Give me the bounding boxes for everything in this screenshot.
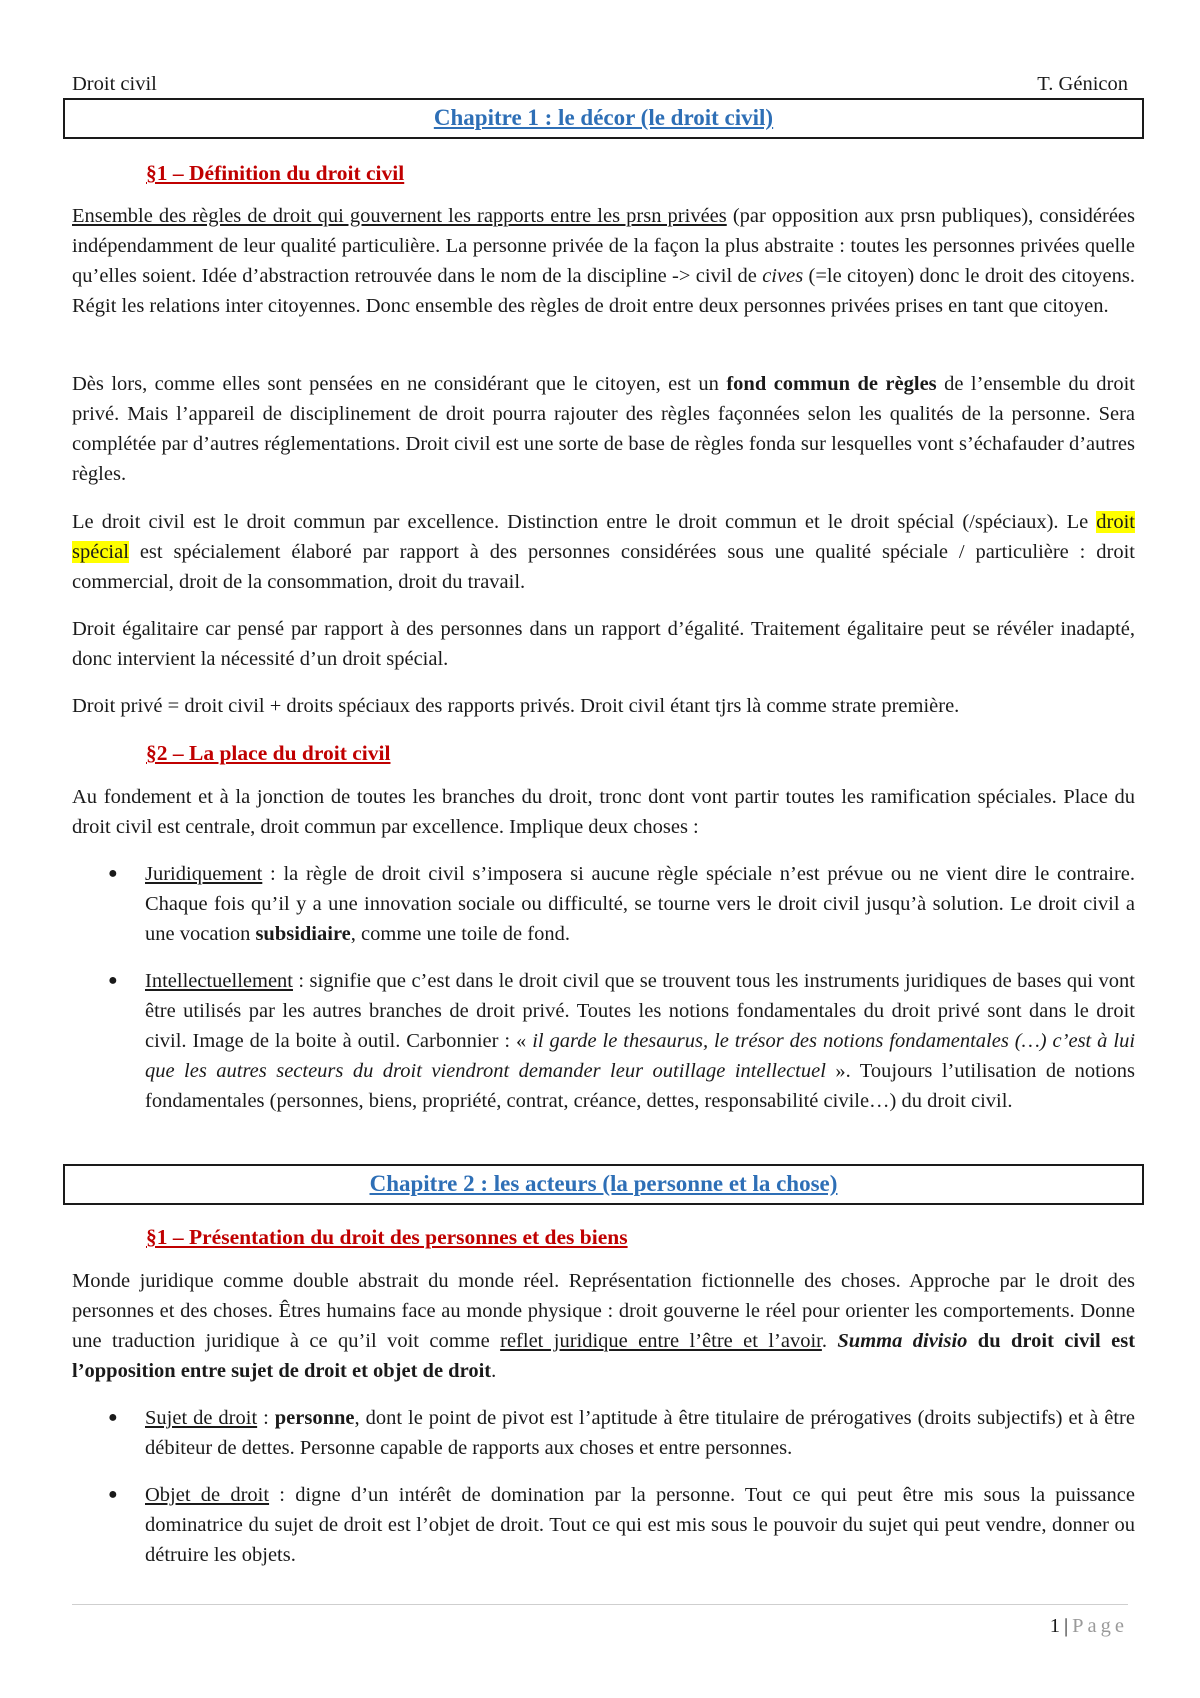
text-run: Dès lors, comme elles sont pensées en ne considérant que le citoyen, est un bbox=[72, 373, 727, 395]
term-intellectuellement: Intellectuellement bbox=[145, 970, 293, 992]
text-run: (=le citoyen) donc le droit des citoyens. Régit les relations inter citoyennes. Donc ensemble des règles de droit entre deux personnes privées prises en tant que citoyen. bbox=[72, 265, 1136, 317]
text-run: est spécialement élaboré par rapport à des personnes considérées sous une qualité spéciale / particulière : droit commercial, droit de la consommation, droit du travail. bbox=[72, 541, 1135, 593]
chapter-2-title: Chapitre 2 : les acteurs (la personne et la chose) bbox=[369, 1171, 838, 1196]
highlight-droit-special: droit spécial bbox=[72, 511, 1135, 563]
text-run: : signifie que c’est dans le droit civil que se trouvent tous les instruments juridiques de bases qui vont être utilisés par les autres branches de droit privé. Toutes les notions fondamentales du droit privé sont dans le droit civil. Image de la boite à outil. Carbonnier : « bbox=[145, 970, 1135, 1052]
bullet-juridiquement bbox=[145, 859, 1135, 949]
paragraph-place: Au fondement et à la jonction de toutes les branches du droit, tronc dont vont partir toutes les ramification spéciales. Place du droit civil est centrale, droit commun par excellence. Implique deux choses : bbox=[72, 786, 1135, 838]
text-run: ». Toujours l’utilisation de notions fondamentales (personnes, biens, propriété, contrat, créance, dettes, responsabilité civile…) du droit civil. bbox=[145, 1060, 1135, 1112]
chapter-1-heading bbox=[63, 98, 1144, 139]
page-number: 1 bbox=[1049, 1615, 1061, 1637]
bold-personne: personne bbox=[274, 1407, 355, 1429]
bullet-icon: ● bbox=[108, 1409, 118, 1426]
paragraph-monde-juridique bbox=[72, 1266, 1135, 1386]
bullet-sujet-de-droit bbox=[145, 1403, 1135, 1463]
bold-italic-summa-divisio: Summa divisio bbox=[837, 1330, 968, 1352]
section-definition-title: §1 – Définition du droit civil bbox=[146, 161, 405, 185]
text-run: : bbox=[257, 1407, 275, 1429]
bullet-icon: ● bbox=[108, 865, 118, 882]
text-run: . bbox=[491, 1360, 497, 1382]
text-run: Le droit civil est le droit commun par excellence. Distinction entre le droit commun et le droit spécial (/spéciaux). Le bbox=[72, 511, 1097, 533]
text-run: Monde juridique comme double abstrait du monde réel. Représentation fictionnelle des choses. Approche par le droit des personnes et des choses. Êtres humains face au monde physique : droit gouverne le réel pour orienter les comportements. Donne une traduction juridique à ce qu’il voit comme bbox=[72, 1270, 1135, 1352]
bullet-icon: ● bbox=[108, 1486, 118, 1503]
text-run: de l’ensemble du droit privé. Mais l’appareil de disciplinement de droit pourra rajouter des règles façonnées selon les qualités de la personne. Sera complétée par d’autres réglementations. Droit civil est une sorte de base de règles fonda sur lesquelles vont s’échafauder d’autres règles. bbox=[72, 373, 1136, 485]
chapter-2-heading bbox=[63, 1164, 1144, 1205]
italic-term-cives: cives bbox=[762, 265, 804, 287]
bullet-intellectuellement bbox=[145, 966, 1135, 1116]
bold-fond-commun: fond commun de règles bbox=[726, 373, 937, 395]
footer-divider bbox=[72, 1604, 1128, 1605]
text-run: : digne d’un intérêt de domination par la personne. Tout ce qui peut être mis sous la puissance dominatrice du sujet de droit est l’objet de droit. Tout ce qui est mis sous le pouvoir du sujet qui peut vendre, donner ou détruire les objets. bbox=[145, 1484, 1135, 1566]
paragraph-droit-prive: Droit privé = droit civil + droits spéciaux des rapports privés. Droit civil étant tjrs là comme strate première. bbox=[72, 695, 960, 717]
paragraph-droit-commun bbox=[72, 507, 1135, 597]
text-run: (par opposition aux prsn publiques), considérées indépendamment de leur qualité particulière. La personne privée de la façon la plus abstraite : toutes les personnes privées quelle qu’elles soient. Idée d’abstraction retrouvée dans le nom de la discipline -> civil de bbox=[72, 205, 1135, 287]
italic-quote-carbonnier: il garde le thesaurus, le trésor des notions fondamentales (…) c’est à lui que les autres secteurs du droit viendront demander leur outillage intellectuel bbox=[145, 1030, 1136, 1082]
term-sujet-de-droit: Sujet de droit bbox=[145, 1407, 258, 1429]
header-course-title: Droit civil bbox=[72, 73, 157, 95]
paragraph-fond-commun bbox=[72, 369, 1135, 489]
page-footer bbox=[1050, 1614, 1128, 1638]
bold-subsidiaire: subsidiaire bbox=[255, 923, 351, 945]
running-header bbox=[72, 72, 1128, 96]
header-author: T. Génicon bbox=[1037, 73, 1128, 95]
text-run: . bbox=[821, 1330, 838, 1352]
bullet-icon: ● bbox=[108, 972, 118, 989]
paragraph-egalitaire: Droit égalitaire car pensé par rapport à des personnes dans un rapport d’égalité. Traitement égalitaire peut se révéler inadapté, donc intervient la nécessité d’un droit spécial. bbox=[72, 618, 1135, 670]
term-juridiquement: Juridiquement bbox=[145, 863, 263, 885]
chapter-1-title: Chapitre 1 : le décor (le droit civil) bbox=[433, 105, 774, 130]
underlined-reflet-juridique: reflet juridique entre l’être et l’avoir bbox=[500, 1330, 822, 1352]
definition-underlined: Ensemble des règles de droit qui gouvernent les rapports entre les prsn privées bbox=[72, 205, 727, 227]
footer-separator: | bbox=[1064, 1615, 1069, 1637]
section-presentation-title: §1 – Présentation du droit des personnes et des biens bbox=[146, 1225, 628, 1249]
bold-summa-divisio-statement: du droit civil est l’opposition entre sujet de droit et objet de droit bbox=[72, 1330, 1136, 1382]
page-label: Page bbox=[1072, 1615, 1128, 1637]
text-run: : la règle de droit civil s’imposera si aucune règle spéciale n’est prévue ou ne vient dire le contraire. Chaque fois qu’il y a une innovation sociale ou difficulté, se tourne vers le droit civil jusqu’à solution. Le droit civil a une vocation bbox=[145, 863, 1135, 945]
bullet-objet-de-droit bbox=[145, 1480, 1135, 1570]
text-run: , dont le point de pivot est l’aptitude à être titulaire de prérogatives (droits subjectifs) et à être débiteur de dettes. Personne capable de rapports aux choses et entre personnes. bbox=[145, 1407, 1135, 1459]
paragraph-definition bbox=[72, 201, 1135, 321]
section-place-title: §2 – La place du droit civil bbox=[146, 741, 391, 765]
text-run: , comme une toile de fond. bbox=[350, 923, 570, 945]
term-objet-de-droit: Objet de droit bbox=[145, 1484, 270, 1506]
